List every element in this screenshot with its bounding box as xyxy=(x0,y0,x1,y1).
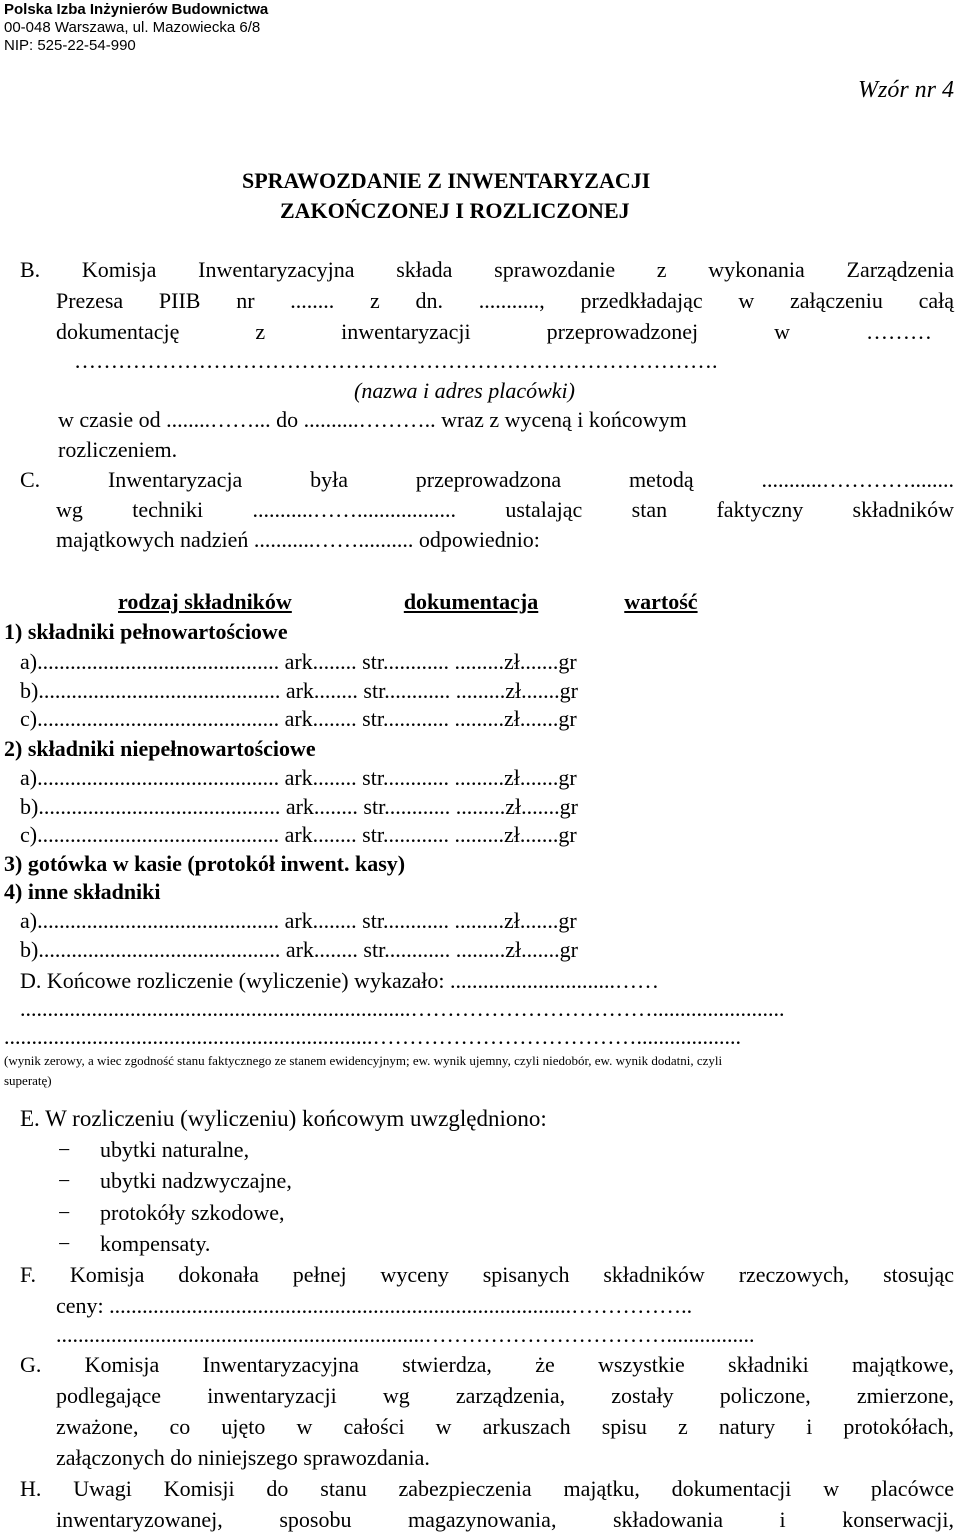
group-4-title: 4) inne składniki xyxy=(4,879,161,904)
section-f-line2: ceny: ....................................................................................…………….. xyxy=(56,1293,693,1318)
list-item xyxy=(58,1139,249,1161)
list-item-label: ubytki nadzwyczajne, xyxy=(100,1168,292,1193)
section-g-line4: załączonych do niniejszego sprawozdania. xyxy=(56,1445,430,1470)
list-item-label: ubytki naturalne, xyxy=(100,1137,250,1162)
section-h-line2: inwentaryzowanej, sposobu magazynowania, składowania i konserwacji, xyxy=(56,1507,954,1532)
org-address: 00-048 Warszawa, ul. Mazowiecka 6/8 xyxy=(4,19,261,36)
table-row: b)............................................ ark........ str............ .........zł.......gr xyxy=(20,937,578,962)
section-b-line6: w czasie od ........……... do ..........……….. wraz z wyceną i końcowym xyxy=(58,407,687,432)
section-h-line1: H. Uwagi Komisji do stanu zabezpieczenia majątku, dokumentacji w placówce xyxy=(20,1476,954,1501)
table-header: rodzaj składników dokumentacja wartość xyxy=(118,589,698,614)
section-d-line3: ...................................................................………………………………................... xyxy=(4,1024,741,1049)
section-c-line1: C. Inwentaryzacja była przeprowadzona metodą ...........…………........ xyxy=(20,467,954,492)
list-item xyxy=(58,1202,285,1224)
list-item-label: kompensaty. xyxy=(100,1231,211,1256)
section-g-line3: zważone, co ujęto w całości w arkuszach spisu z natury i protokółach, xyxy=(56,1414,954,1439)
table-row: a)............................................ ark........ str............ .........zł.......gr xyxy=(20,908,577,933)
list-item xyxy=(58,1233,210,1255)
group-1-title: 1) składniki pełnowartościowe xyxy=(4,619,288,644)
section-b-line4: ……………………………………………………………………………. xyxy=(74,348,718,373)
dash-bullet: − xyxy=(58,1231,71,1256)
table-row: b)............................................ ark........ str............ .........zł.......gr xyxy=(20,678,578,703)
section-c-line2: wg techniki ...........…….................. ustalając stan faktyczny składników xyxy=(56,497,954,522)
section-b-line3: dokumentację z inwentaryzacji przeprowadzonej w ……… xyxy=(56,319,932,344)
document-title-line1: SPRAWOZDANIE Z INWENTARYZACJI xyxy=(242,168,651,193)
section-e-title: E. W rozliczeniu (wyliczeniu) końcowym uwzględniono: xyxy=(20,1106,547,1131)
group-3-title: 3) gotówka w kasie (protokół inwent. kasy) xyxy=(4,851,406,876)
section-c-line3: majątkowych nadzień ...........…….......... odpowiednio: xyxy=(56,527,540,552)
document-title-line2: ZAKOŃCZONEJ I ROZLICZONEJ xyxy=(280,198,630,223)
dash-bullet: − xyxy=(58,1168,71,1193)
org-nip: NIP: 525-22-54-990 xyxy=(4,37,136,54)
table-row: c)............................................ ark........ str............ .........zł.......gr xyxy=(20,706,577,731)
dash-bullet: − xyxy=(58,1137,71,1162)
section-d-note2: superatę) xyxy=(4,1073,52,1088)
table-row: a)............................................ ark........ str............ .........zł.......gr xyxy=(20,649,577,674)
list-item-label: protokóły szkodowe, xyxy=(100,1200,285,1225)
section-f-line1: F. Komisja dokonała pełnej wyceny spisanych składników rzeczowych, stosując xyxy=(20,1262,954,1287)
section-f-line3: ...................................................................……………………………................ xyxy=(56,1322,755,1347)
section-g-line1: G. Komisja Inwentaryzacyjna stwierdza, że wszystkie składniki majątkowe, xyxy=(20,1352,954,1377)
org-name: Polska Izba Inżynierów Budownictwa xyxy=(4,1,269,18)
section-d-note1: (wynik zerowy, a wiec zgodność stanu faktycznego ze stanem ewidencyjnym; ew. wynik ujemny, czyli niedobór, ew. wynik dodatni, czyli xyxy=(4,1053,723,1068)
section-b-line7: rozliczeniem. xyxy=(58,437,178,462)
section-b-line2: Prezesa PIIB nr ........ z dn. ..........., przedkładając w załączeniu całą xyxy=(56,288,954,313)
section-g-line2: podlegające inwentaryzacji wg zarządzenia, zostały policzone, zmierzone, xyxy=(56,1383,954,1408)
section-d-line1: D. Końcowe rozliczenie (wyliczenie) wykazało: ..............................…… xyxy=(20,968,660,993)
section-b-line1: B. Komisja Inwentaryzacyjna składa sprawozdanie z wykonania Zarządzenia xyxy=(20,257,954,282)
section-d-line2: .......................................................................……………………………........................ xyxy=(20,996,785,1021)
placowka-caption: (nazwa i adres placówki) xyxy=(354,378,575,403)
group-2-title: 2) składniki niepełnowartościowe xyxy=(4,736,316,761)
table-row: b)............................................ ark........ str............ .........zł.......gr xyxy=(20,794,578,819)
table-row: a)............................................ ark........ str............ .........zł.......gr xyxy=(20,765,577,790)
dash-bullet: − xyxy=(58,1200,71,1225)
table-row: c)............................................ ark........ str............ .........zł.......gr xyxy=(20,822,577,847)
list-item xyxy=(58,1170,292,1192)
form-number: Wzór nr 4 xyxy=(857,77,954,103)
